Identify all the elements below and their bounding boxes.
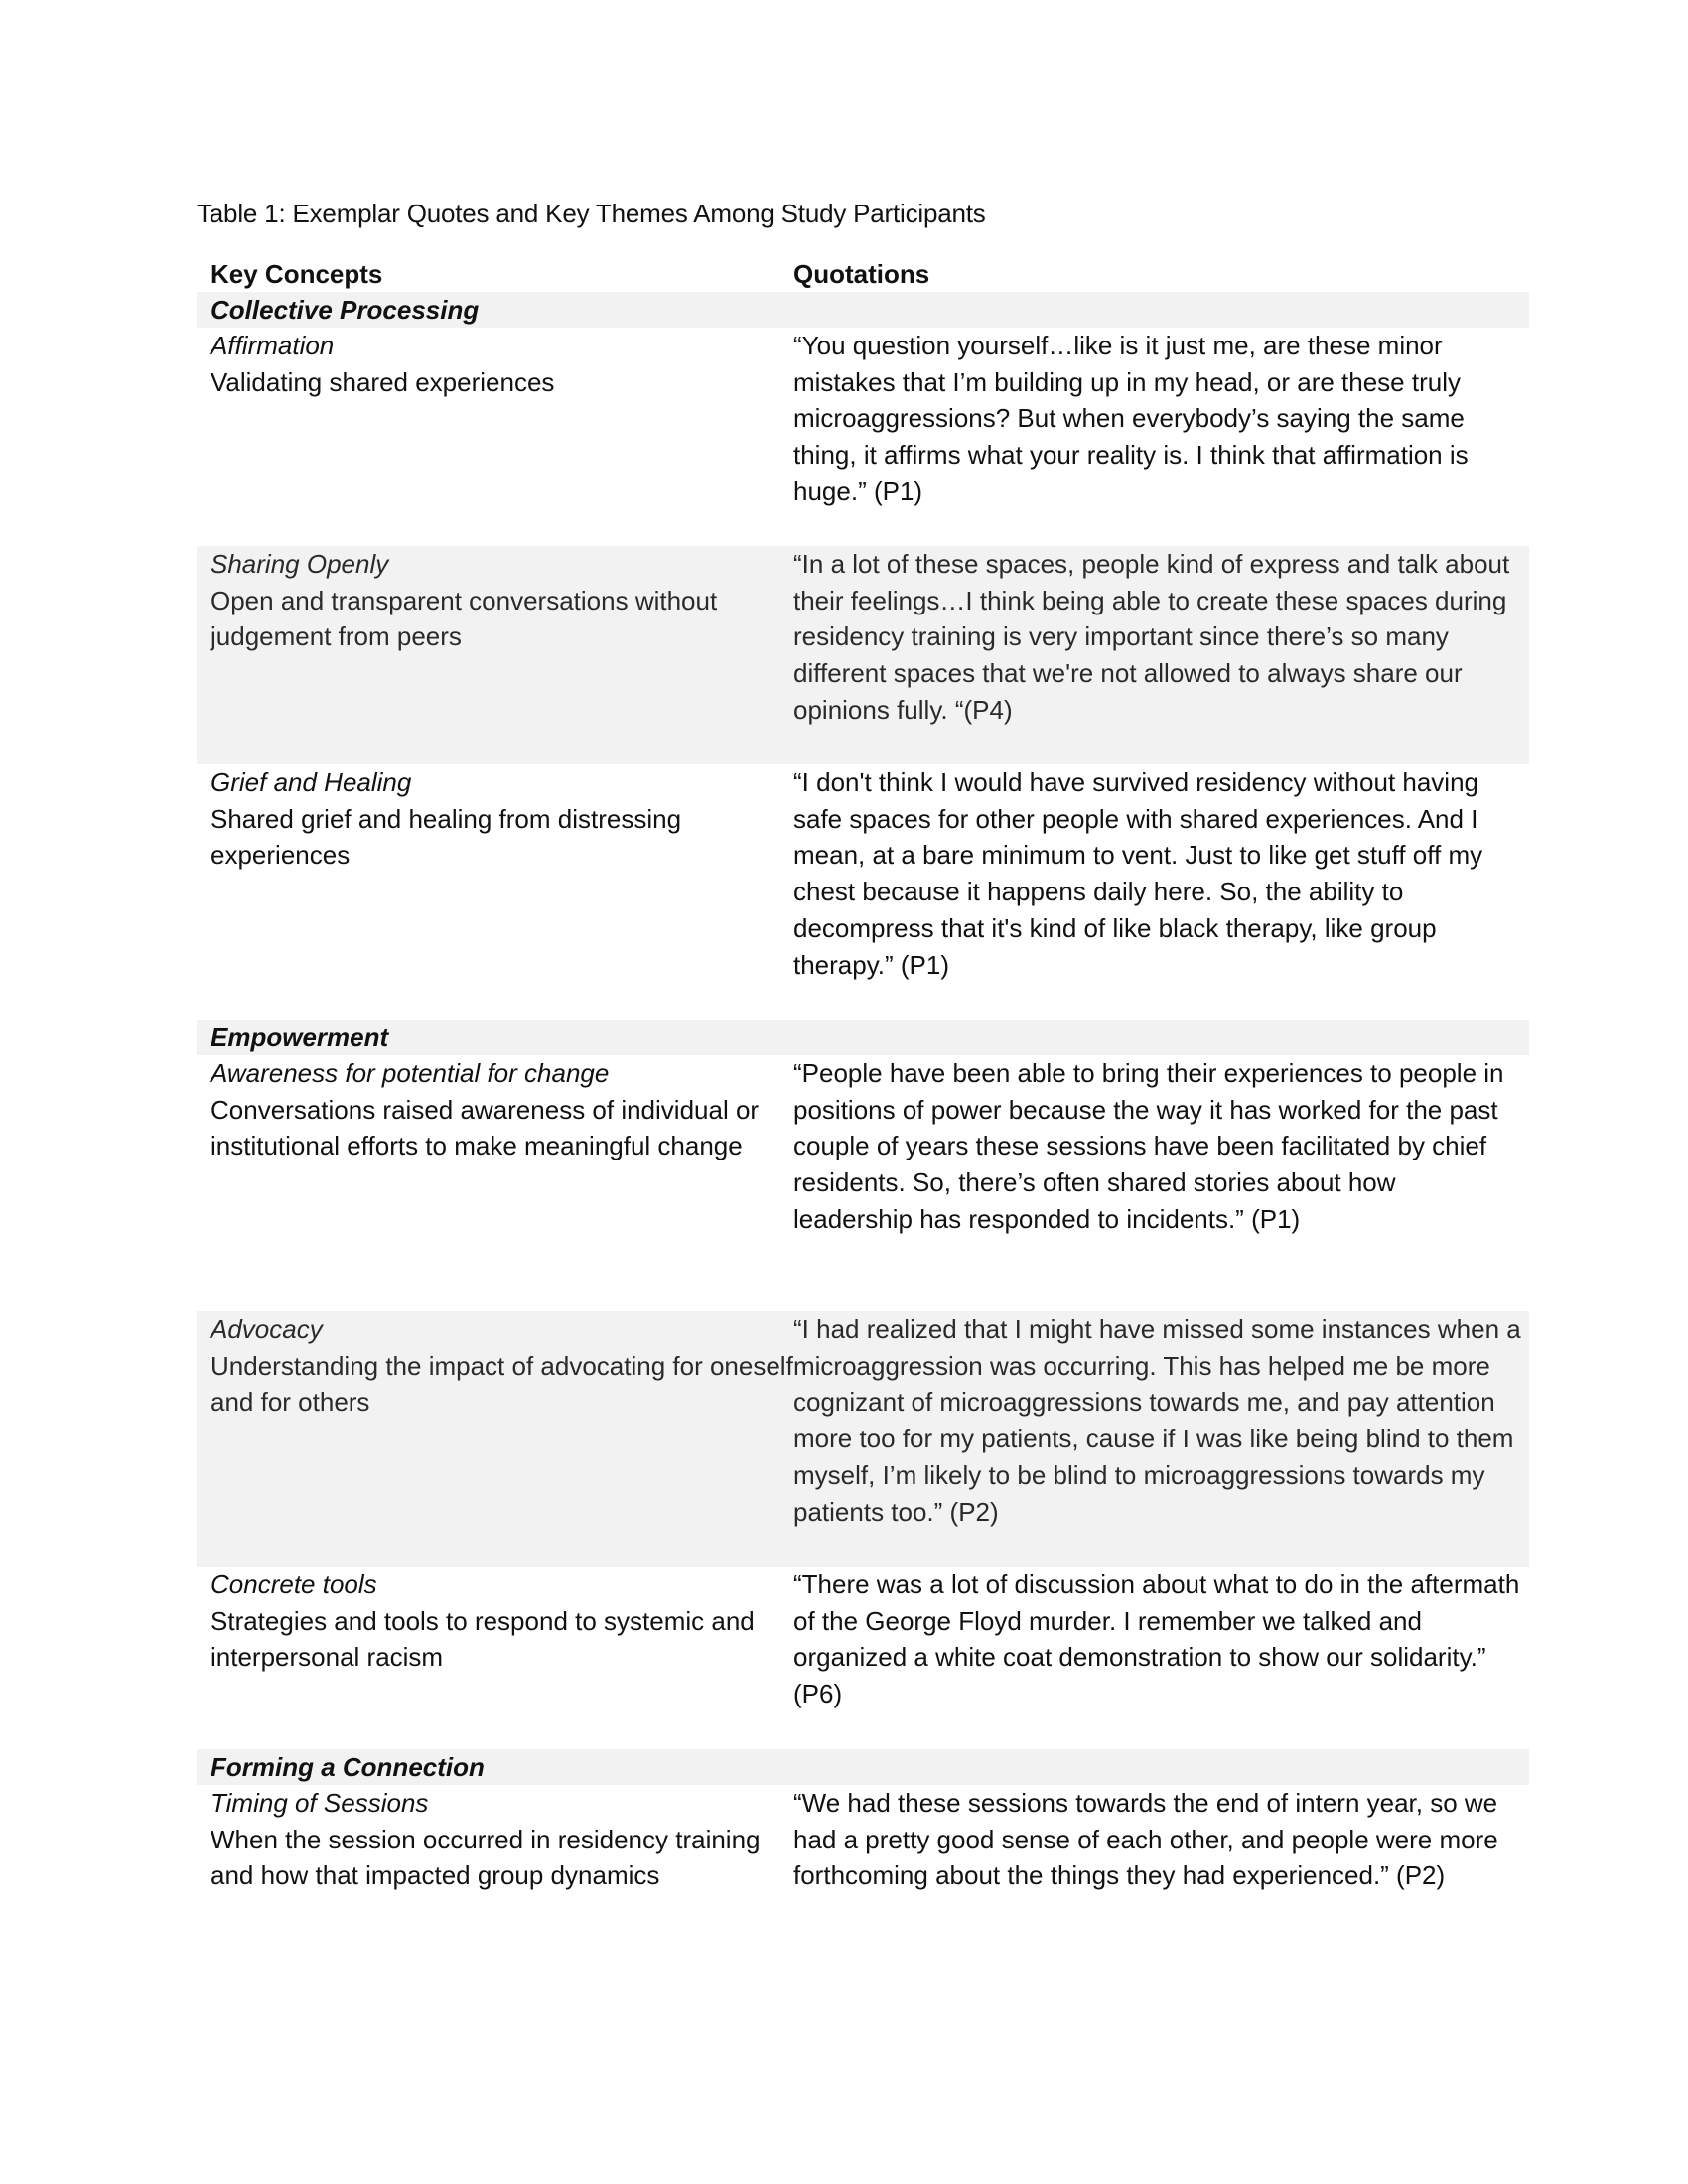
concept-description: When the session occurred in residency training and how that impacted group dynamics <box>211 1824 761 1891</box>
quotes-table <box>197 256 1529 1934</box>
concept-description: Validating shared experiences <box>211 366 555 397</box>
concept-cell <box>197 1055 793 1311</box>
concept-description: Conversations raised awareness of individual or institutional efforts to make meaningful change <box>211 1094 760 1161</box>
header-quotations: Quotations <box>793 259 930 289</box>
theme-row <box>197 1749 1529 1785</box>
table-row <box>197 1567 1529 1749</box>
concept-name: Grief and Healing <box>211 767 412 797</box>
concept-name: Timing of Sessions <box>211 1788 429 1818</box>
concept-name: Advocacy <box>211 1314 323 1344</box>
quote-cell: “In a lot of these spaces, people kind of express and talk about their feelings…I think being able to create these spaces during residency training is very important since there’s so many different spaces that we're not allowed to always share our opinions fully. “(P4) <box>793 549 1510 725</box>
table-row <box>197 764 1529 1020</box>
theme-label: Forming a Connection <box>211 1752 485 1782</box>
quote-cell: “You question yourself…like is it just me, are these minor mistakes that I’m building up in my head, or are these truly microaggressions? But when everybody’s saying the same thing, it affirms what your reality is. I think that affirmation is huge.” (P1) <box>793 331 1469 506</box>
table-row <box>197 1785 1529 1934</box>
concept-description: Open and transparent conversations without judgement from peers <box>211 585 718 652</box>
concept-name: Concrete tools <box>211 1570 377 1599</box>
quote-cell: “I don't think I would have survived residency without having safe spaces for other people with shared experiences. And I mean, at a bare minimum to vent. Just to like get stuff off my chest because it happens daily here. So, the ability to decompress that it's kind of like black therapy, like group therapy.” (P1) <box>793 767 1483 980</box>
table-caption: Table 1: Exemplar Quotes and Key Themes Among Study Participants <box>197 199 986 228</box>
theme-row <box>197 292 1529 328</box>
table-row <box>197 1311 1529 1567</box>
concept-cell <box>197 1567 793 1749</box>
quote-cell: “There was a lot of discussion about what to do in the aftermath of the George Floyd murder. I remember we talked and organized a white coat demonstration to show our solidarity.” (P6) <box>793 1570 1520 1709</box>
theme-label: Empowerment <box>211 1023 389 1052</box>
concept-description: Shared grief and healing from distressing experiences <box>211 803 682 871</box>
header-key-concepts: Key Concepts <box>211 259 383 289</box>
table-row <box>197 546 1529 764</box>
concept-description: Understanding the impact of advocating for oneself and for others <box>211 1350 793 1418</box>
theme-label: Collective Processing <box>211 295 480 325</box>
concept-cell <box>197 1785 793 1934</box>
concept-cell <box>197 764 793 1020</box>
table-row <box>197 1055 1529 1311</box>
quote-cell: “We had these sessions towards the end of intern year, so we had a pretty good sense of each other, and people were more forthcoming about the things they had experienced.” (P2) <box>793 1788 1498 1891</box>
quote-cell: “People have been able to bring their experiences to people in positions of power because the way it has worked for the past couple of years these sessions have been facilitated by chief residents. So, there’s often shared stories about how leadership has responded to incidents.” (P1) <box>793 1058 1504 1234</box>
concept-cell <box>197 1311 793 1567</box>
concept-name: Awareness for potential for change <box>211 1058 610 1088</box>
concept-description: Strategies and tools to respond to systemic and interpersonal racism <box>211 1605 755 1673</box>
concept-name: Affirmation <box>211 331 335 360</box>
concept-name: Sharing Openly <box>211 549 389 579</box>
quote-cell: “I had realized that I might have missed some instances when a microaggression was occurring. This has helped me be more cognizant of microaggressions towards me, and pay attention more too for my patients, cause if I was like being blind to them myself, I’m likely to be blind to microaggressions towards my patients too.” (P2) <box>793 1314 1521 1527</box>
theme-row <box>197 1020 1529 1055</box>
table-row <box>197 328 1529 546</box>
concept-cell <box>197 328 793 546</box>
concept-cell <box>197 546 793 764</box>
table-header-row <box>197 256 1529 292</box>
